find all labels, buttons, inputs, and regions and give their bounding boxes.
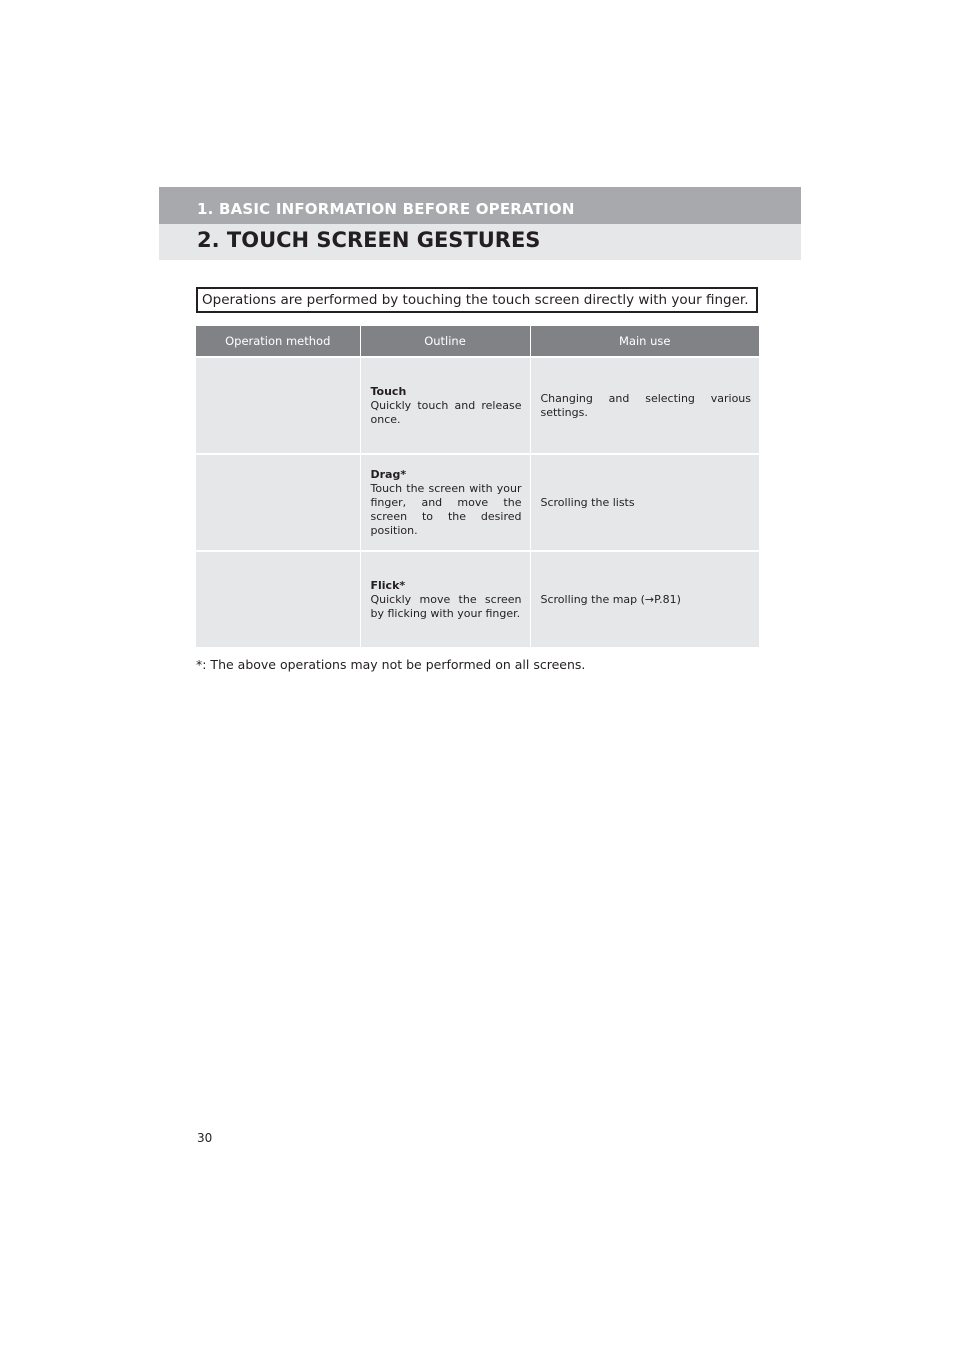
main-use-cell: Scrolling the lists	[530, 454, 759, 551]
outline-cell	[360, 357, 530, 454]
operation-illustration-cell	[196, 551, 360, 647]
outline-cell	[360, 454, 530, 551]
footnote: *: The above operations may not be performed on all screens.	[196, 657, 586, 672]
outline-cell	[360, 551, 530, 647]
section-title: 1. BASIC INFORMATION BEFORE OPERATION	[197, 200, 575, 218]
gesture-name: Drag*	[370, 467, 407, 481]
gestures-table	[196, 326, 759, 647]
intro-box: Operations are performed by touching the touch screen directly with your finger.	[196, 287, 758, 313]
gesture-name: Flick*	[370, 578, 406, 592]
operation-illustration-cell	[196, 454, 360, 551]
column-header-outline: Outline	[360, 326, 530, 357]
gesture-outline: Quickly touch and release once.	[370, 398, 522, 426]
gesture-outline: Quickly move the screen by flicking with your finger.	[370, 592, 522, 620]
main-use-cell: Scrolling the map (→P.81)	[530, 551, 759, 647]
table-row	[196, 551, 759, 647]
column-header-operation-method: Operation method	[196, 326, 360, 357]
operation-illustration-cell	[196, 357, 360, 454]
table-header-row	[196, 326, 759, 357]
page-number: 30	[197, 1131, 213, 1145]
gesture-outline: Touch the screen with your finger, and move the screen to the desired position.	[370, 481, 522, 537]
table-row	[196, 454, 759, 551]
main-use-cell: Changing and selecting various settings.	[530, 357, 759, 454]
page-title: 2. TOUCH SCREEN GESTURES	[197, 228, 541, 252]
column-header-main-use: Main use	[530, 326, 759, 357]
table-row	[196, 357, 759, 454]
gesture-name: Touch	[370, 384, 407, 398]
